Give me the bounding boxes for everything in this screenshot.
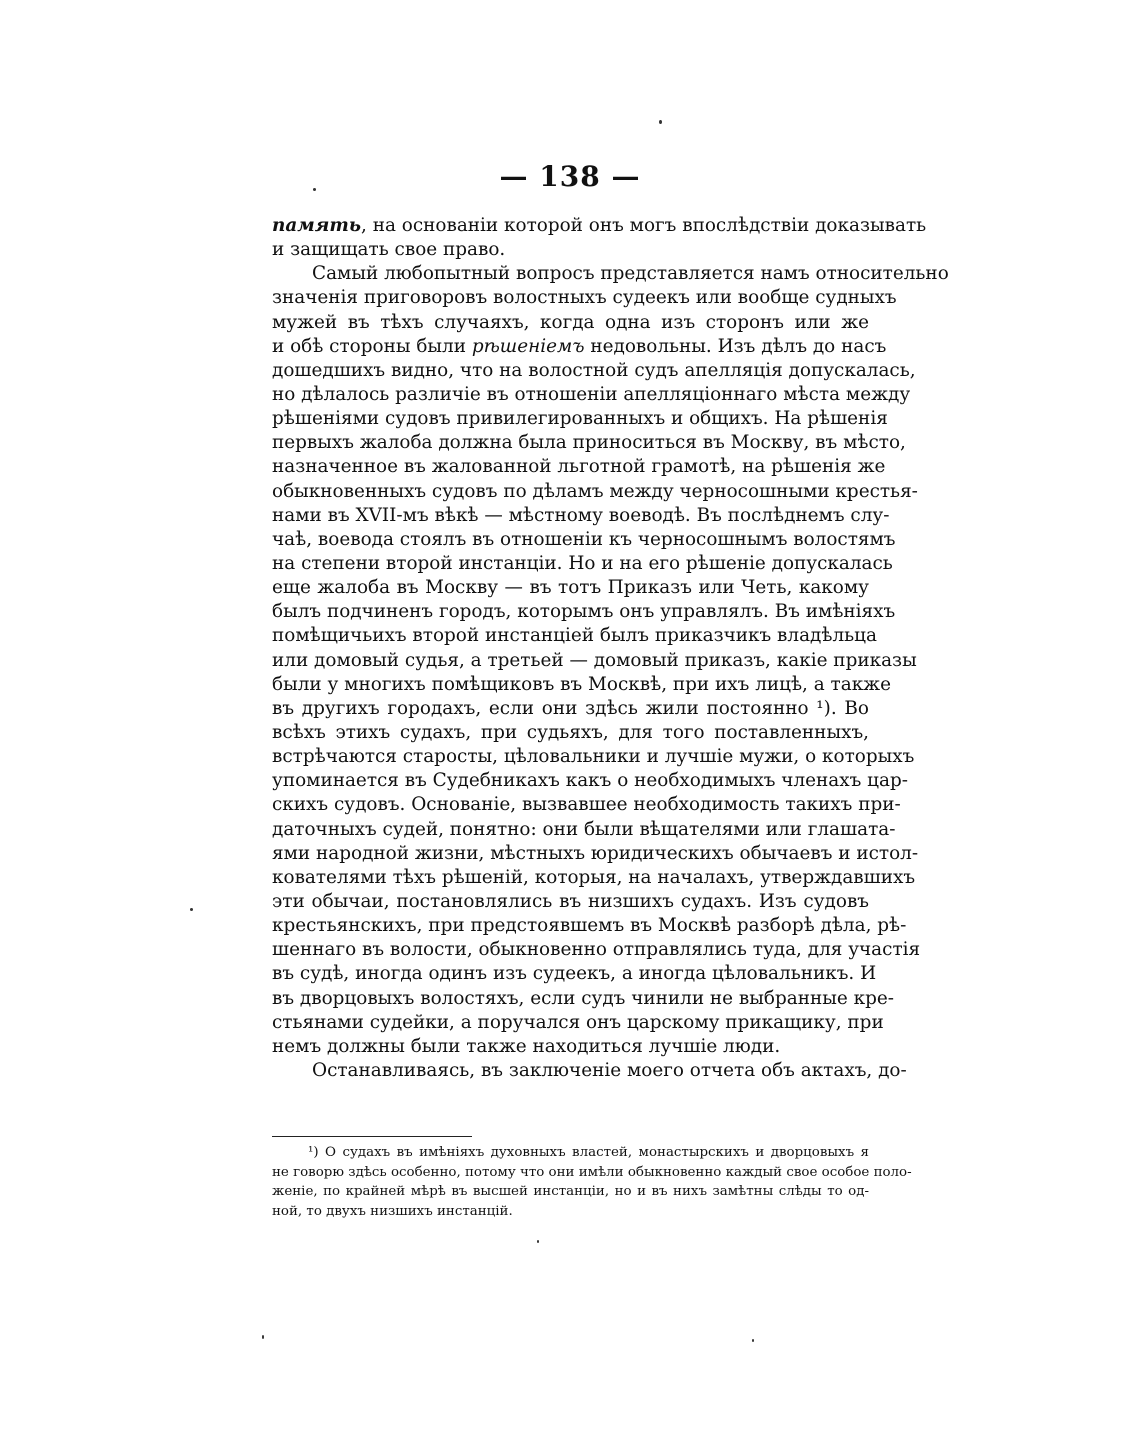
scan-speck bbox=[537, 1240, 539, 1243]
scan-speck bbox=[190, 908, 193, 911]
text-line: память, на основаніи которой онъ могъ впослѣдствіи доказывать bbox=[272, 215, 927, 236]
text-line: крестьянскихъ, при предстоявшемъ въ Москвѣ разборѣ дѣла, рѣ- bbox=[272, 915, 907, 937]
text-line: скихъ судовъ. Основаніе, вызвавшее необходимость такихъ при- bbox=[272, 794, 901, 816]
footnote-line: женіе, по крайней мѣрѣ въ высшей инстанціи, но и въ нихъ замѣтны слѣды то од- bbox=[272, 1184, 869, 1199]
text-line: помѣщичьихъ второй инстанціей былъ приказчикъ владѣльца bbox=[272, 625, 877, 647]
scan-speck bbox=[313, 188, 316, 191]
paragraph bbox=[272, 262, 949, 1059]
text-line: и обѣ стороны были рѣшеніемъ недовольны. Изъ дѣлъ до насъ bbox=[272, 335, 887, 357]
text-line: значенія приговоровъ волостныхъ судеекъ или вообще судныхъ bbox=[272, 287, 897, 309]
footnote-line: не говорю здѣсь особенно, потому что они имѣли обыкновенно каждый свое особое поло- bbox=[272, 1164, 912, 1180]
text-line: или домовый судья, а третьей — домовый приказъ, какіе приказы bbox=[272, 649, 917, 671]
text-line: Самый любопытный вопросъ представляется намъ относительно bbox=[312, 263, 949, 285]
footnote-rule bbox=[272, 1136, 472, 1137]
text-line: встрѣчаются старосты, цѣловальники и лучшіе мужи, о которыхъ bbox=[272, 746, 915, 768]
text-line: даточныхъ судей, понятно: они были вѣщателями или глашата- bbox=[272, 818, 896, 840]
text-line: въ судѣ, иногда одинъ изъ судеекъ, а иногда цѣловальникъ. И bbox=[272, 963, 877, 985]
footnote bbox=[272, 1143, 912, 1221]
text-line: упоминается въ Судебникахъ какъ о необходимыхъ членахъ цар- bbox=[272, 770, 908, 792]
text-line: но дѣлалось различіе въ отношеніи апелляціоннаго мѣста между bbox=[272, 383, 911, 405]
text-line: шеннаго въ волости, обыкновенно отправлялись туда, для участія bbox=[272, 939, 921, 961]
text-line: мужей въ тѣхъ случаяхъ, когда одна изъ сторонъ или же bbox=[272, 311, 869, 333]
footnote-line: ¹) О судахъ въ имѣніяхъ духовныхъ властей, монастырскихъ и дворцовыхъ я bbox=[308, 1145, 869, 1160]
text-line: нами въ XVII-мъ вѣкѣ — мѣстному воеводѣ. Въ послѣднемъ слу- bbox=[272, 504, 890, 526]
text-line: на степени второй инстанціи. Но и на его рѣшеніе допускалась bbox=[272, 552, 893, 574]
text-line: въ дворцовыхъ волостяхъ, если судъ чинили не выбранные кре- bbox=[272, 987, 894, 1009]
page-number: — 138 — bbox=[499, 160, 641, 193]
main-text bbox=[272, 214, 949, 1083]
text-line: немъ должны были также находиться лучшіе люди. bbox=[272, 1035, 781, 1057]
text-line: кователями тѣхъ рѣшеній, которыя, на началахъ, утверждавшихъ bbox=[272, 866, 916, 888]
scan-speck bbox=[262, 1335, 264, 1339]
paragraph bbox=[272, 1059, 907, 1083]
text-line: рѣшеніями судовъ привилегированныхъ и общихъ. На рѣшенія bbox=[272, 408, 888, 430]
scan-speck bbox=[659, 120, 662, 124]
text-line: Останавливаясь, въ заключеніе моего отчета объ актахъ, до- bbox=[312, 1059, 907, 1081]
text-line: первыхъ жалоба должна была приноситься въ Москву, въ мѣсто, bbox=[272, 432, 906, 454]
footnote-line: ной, то двухъ низшихъ инстанцій. bbox=[272, 1203, 513, 1219]
text-line: назначенное въ жалованной льготной грамотѣ, на рѣшенія же bbox=[272, 456, 886, 478]
paragraph bbox=[272, 214, 927, 262]
text-line: всѣхъ этихъ судахъ, при судьяхъ, для того поставленныхъ, bbox=[272, 721, 869, 743]
text-line: стьянами судейки, а поручался онъ царскому прикащику, при bbox=[272, 1011, 884, 1033]
text-line: ями народной жизни, мѣстныхъ юридическихъ обычаевъ и истол- bbox=[272, 842, 919, 864]
text-line: еще жалоба въ Москву — въ тотъ Приказъ или Четь, какому bbox=[272, 577, 869, 599]
text-line: былъ подчиненъ городъ, которымъ онъ управлялъ. Въ имѣніяхъ bbox=[272, 601, 896, 623]
text-line: чаѣ, воевода стоялъ въ отношеніи къ черносошнымъ волостямъ bbox=[272, 528, 896, 550]
text-line: эти обычаи, постановлялись въ низшихъ судахъ. Изъ судовъ bbox=[272, 890, 869, 912]
text-line: и защищать свое право. bbox=[272, 239, 506, 261]
text-line: въ другихъ городахъ, если они здѣсь жили постоянно ¹). Во bbox=[272, 697, 869, 719]
text-line: обыкновенныхъ судовъ по дѣламъ между черносошными крестья- bbox=[272, 480, 918, 502]
scan-speck bbox=[752, 1339, 754, 1342]
text-line: были у многихъ помѣщиковъ въ Москвѣ, при ихъ лицѣ, а также bbox=[272, 673, 891, 695]
text-line: дошедшихъ видно, что на волостной судъ апелляція допускалась, bbox=[272, 359, 916, 381]
